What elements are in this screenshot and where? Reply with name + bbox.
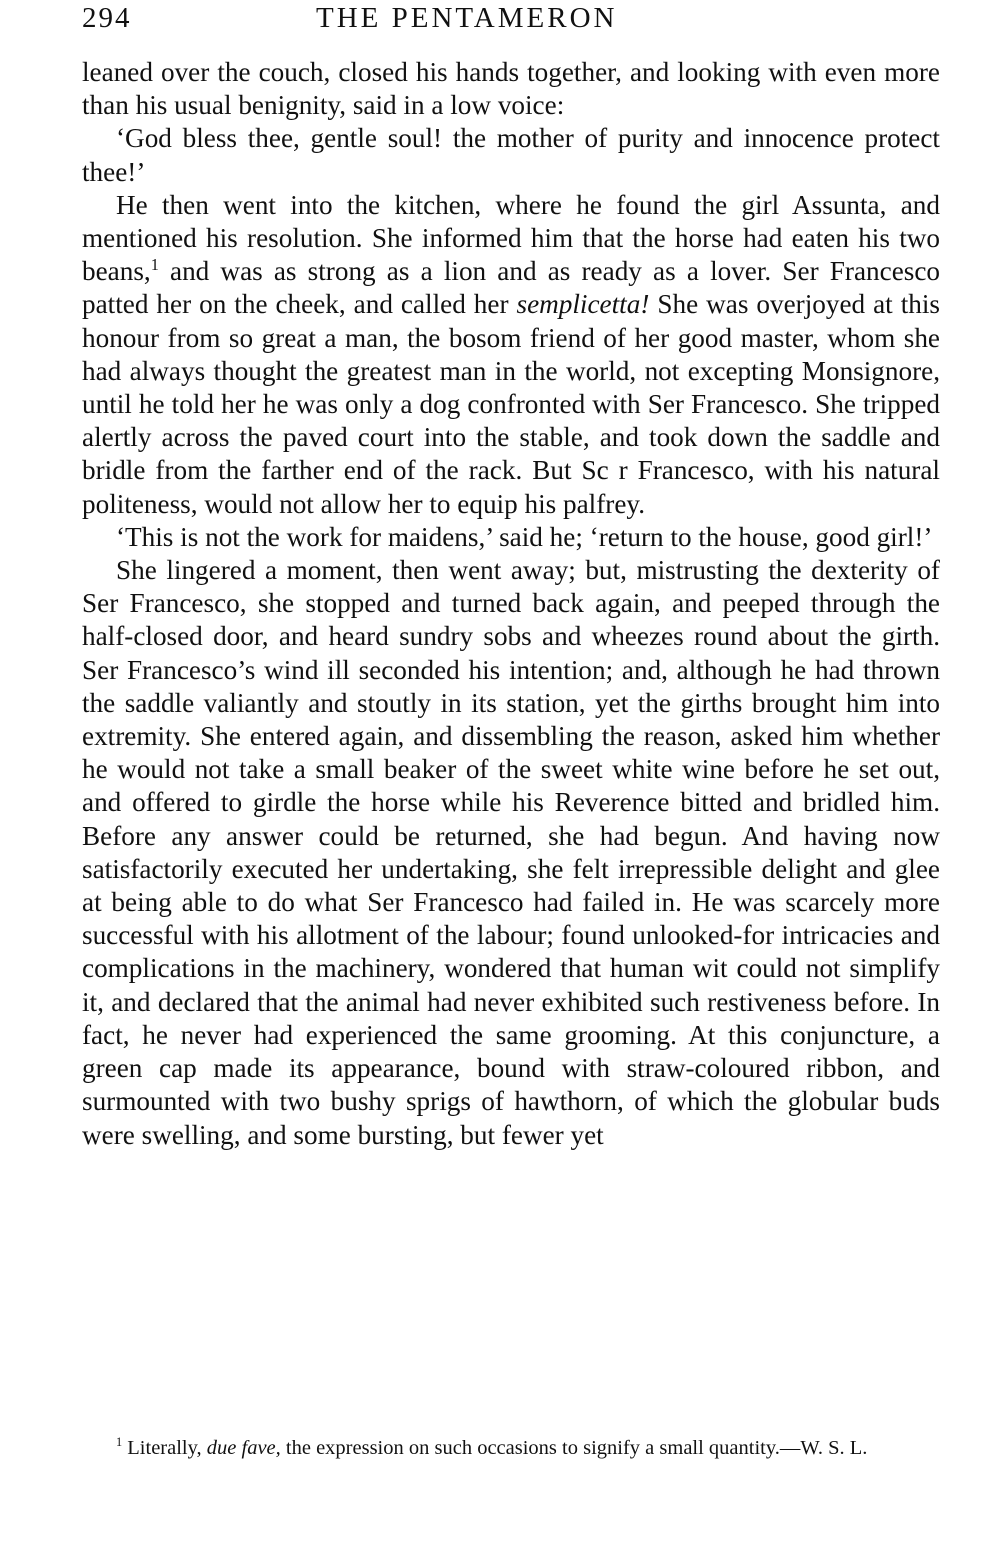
paragraph-kitchen-part-1: He then went into the kitchen, where he found the girl Assunta, and mentioned his resolution. She informed him that the horse had eaten his two beans, [82, 189, 940, 287]
footnote [82, 1436, 940, 1460]
page-number: 294 [82, 2, 132, 34]
paragraph-continued: leaned over the couch, closed his hands together, and looking with even more than his usual benignity, said in a low voice: [82, 57, 940, 121]
footnote-reference: 1 [150, 255, 159, 275]
italic-word-semplicetta: semplicetta! [516, 289, 650, 320]
book-title: THE PENTAMERON [316, 2, 618, 34]
footnote-text-1: Literally, [122, 1437, 207, 1459]
paragraph-kitchen [82, 189, 940, 521]
running-head [82, 0, 940, 52]
paragraph-kitchen-part-3: She was overjoyed at this honour from so great a man, the bosom friend of her good master, whom she had always thought the greatest man in the world, not excepting Monsignore, until he told her he was only a dog confronted with Ser Francesco. She tripped alertly across the paved court into the stable, and took down the saddle and bridle from the farther end of the rack. But Sc r Francesco, with his natural politeness, would not allow her to equip his palfrey. [82, 289, 940, 519]
book-page [82, 0, 940, 1561]
footnote-marker: 1 [116, 1435, 123, 1450]
body-text [82, 56, 940, 1152]
footnote-text-2: the expression on such occasions to signify a small quantity.—W. S. L. [280, 1437, 868, 1459]
paragraph-blessing: ‘God bless thee, gentle soul! the mother of purity and innocence protect thee!’ [82, 123, 940, 187]
paragraph-kitchen-part-2: and was as strong as a lion and as ready as a lover. Ser Francesco patted her on the cheek, and called her [82, 256, 940, 320]
paragraph-stable: She lingered a moment, then went away; but, mistrusting the dexterity of Ser Francesco, she stopped and turned back again, and peeped through the half-closed door, and heard sundry sobs and wheezes round about the girth. Ser Francesco’s wind ill seconded his intention; and, although he had thrown the saddle valiantly and stoutly in its station, yet the girths brought him into extremity. She entered again, and dissembling the reason, asked him whether he would not take a small beaker of the sweet white wine before he set out, and offered to girdle the horse while his Reverence bitted and bridled him. Before any answer could be returned, she had begun. And having now satisfactorily executed her undertaking, she felt irrepressible delight and glee at being able to do what Ser Francesco had failed in. He was scarcely more successful with his allotment of the labour; found unlooked-for intricacies and complications in the machinery, wondered that human wit could not simplify it, and declared that the animal had never exhibited such restiveness before. In fact, he never had experienced the same grooming. At this conjuncture, a green cap made its appearance, bound with straw-coloured ribbon, and surmounted with two bushy sprigs of hawthorn, of which the globular buds were swelling, and some bursting, but fewer yet [82, 555, 940, 1150]
paragraph-dialogue: ‘This is not the work for maidens,’ said he; ‘return to the house, good girl!’ [116, 521, 933, 552]
footnote-italic: due fave, [206, 1437, 281, 1459]
